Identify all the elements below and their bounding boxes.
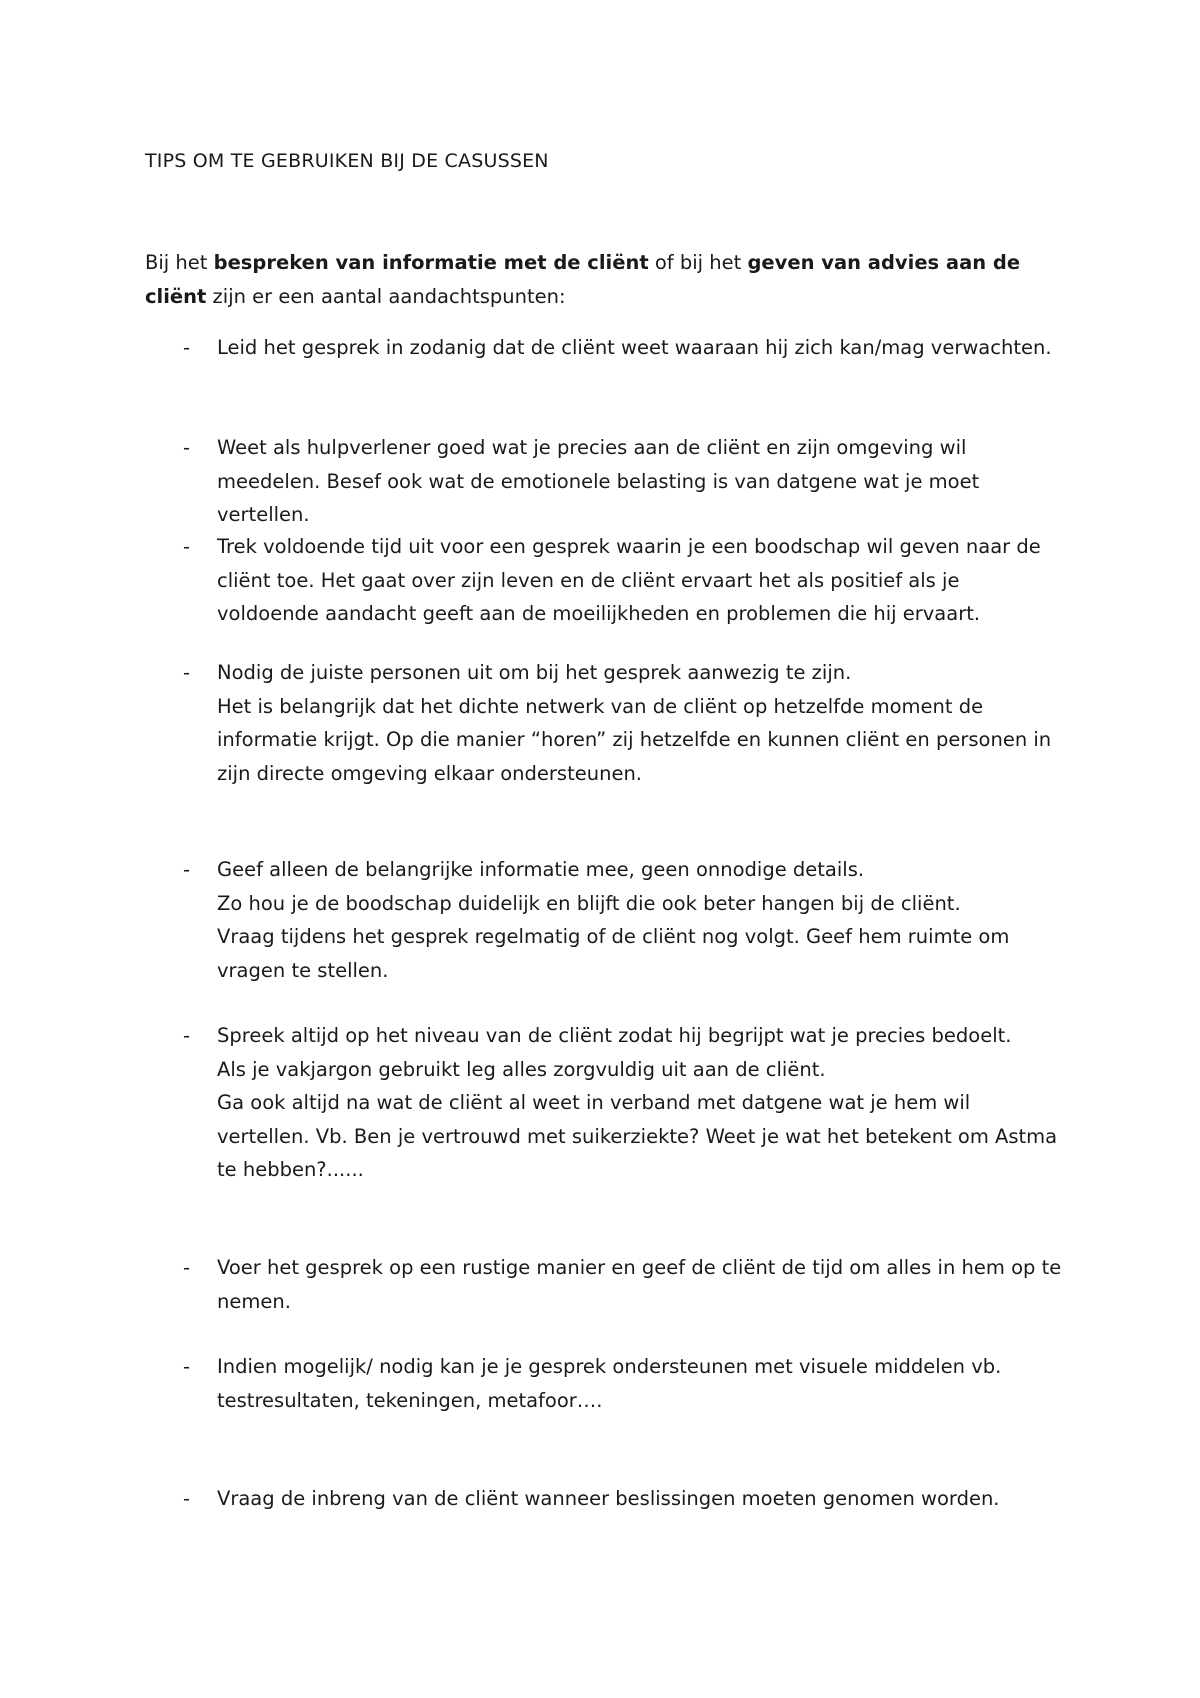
bullet-dash: - [183, 1487, 191, 1510]
bullet-dash: - [183, 661, 191, 684]
bullet-line: Spreek altijd op het niveau van de cliënt zodat hij begrijpt wat je precies bedoelt. [217, 1024, 1012, 1047]
bullet-line: Het is belangrijk dat het dichte netwerk van de cliënt op hetzelfde moment de informatie krijgt. Op die manier “horen” zij hetzelfde en kunnen cliënt en personen in zijn directe omgeving elkaar ondersteunen. [217, 694, 1052, 785]
intro-text-3: zijn er een aantal aandachtspunten: [206, 285, 566, 308]
bullet-text [217, 1350, 1067, 1417]
bullet-line: Ga ook altijd na wat de cliënt al weet in verband met datgene wat je hem wil vertellen. Vb. Ben je vertrouwd met suikerziekte? Weet je wat het betekent om Astma te hebben?...... [217, 1091, 1058, 1181]
page-title: TIPS OM TE GEBRUIKEN BIJ DE CASUSSEN [145, 150, 549, 172]
bullet-line: Nodig de juiste personen uit om bij het gesprek aanwezig te zijn. [217, 661, 852, 684]
bullet-line: Zo hou je de boodschap duidelijk en blijft die ook beter hangen bij de cliënt. [217, 891, 961, 915]
bullet-dash: - [183, 1256, 191, 1279]
bullet-line: Weet als hulpverlener goed wat je precies aan de cliënt en zijn omgeving wil meedelen. Besef ook wat de emotionele belasting is van datgene wat je moet vertellen. [217, 436, 980, 526]
bullet-line: Geef alleen de belangrijke informatie mee, geen onnodige details. [217, 858, 865, 881]
bullet-line: Als je vakjargon gebruikt leg alles zorgvuldig uit aan de cliënt. [217, 1057, 826, 1081]
bullet-text [217, 331, 1067, 365]
bullet-text [217, 656, 1067, 790]
bullet-text [217, 853, 1067, 987]
intro-bold-1: bespreken van informatie met de cliënt [213, 251, 649, 274]
bullet-dash: - [183, 1355, 191, 1378]
intro-paragraph [145, 246, 1045, 314]
intro-text-1: Bij het [145, 251, 214, 274]
bullet-dash: - [183, 336, 191, 359]
bullet-text [217, 530, 1067, 631]
bullet-dash: - [183, 858, 191, 881]
bullet-text [217, 1019, 1067, 1187]
intro-bold-2: geven van advies aan de cliënt [145, 251, 1021, 308]
bullet-text [217, 1251, 1067, 1318]
bullet-line: Voer het gesprek op een rustige manier en geef de cliënt de tijd om alles in hem op te nemen. [217, 1256, 1062, 1313]
bullet-dash: - [183, 1024, 191, 1047]
bullet-text [217, 1482, 1067, 1516]
bullet-dash: - [183, 436, 191, 459]
bullet-line: Leid het gesprek in zodanig dat de cliënt weet waaraan hij zich kan/mag verwachten. [217, 336, 1052, 359]
bullet-line: Trek voldoende tijd uit voor een gesprek waarin je een boodschap wil geven naar de cliënt toe. Het gaat over zijn leven en de cliënt ervaart het als positief als je voldoende aandacht geeft aan de moeilijkheden en problemen die hij ervaart. [217, 535, 1041, 625]
bullet-line: Vraag tijdens het gesprek regelmatig of de cliënt nog volgt. Geef hem ruimte om vragen te stellen. [217, 925, 1010, 982]
intro-text-2: of bij het [648, 251, 748, 274]
bullet-line: Vraag de inbreng van de cliënt wanneer beslissingen moeten genomen worden. [217, 1487, 1000, 1510]
bullet-dash: - [183, 535, 191, 558]
bullet-text [217, 431, 1067, 532]
bullet-line: Indien mogelijk/ nodig kan je je gesprek ondersteunen met visuele middelen vb. testresultaten, tekeningen, metafoor…. [217, 1355, 1002, 1412]
